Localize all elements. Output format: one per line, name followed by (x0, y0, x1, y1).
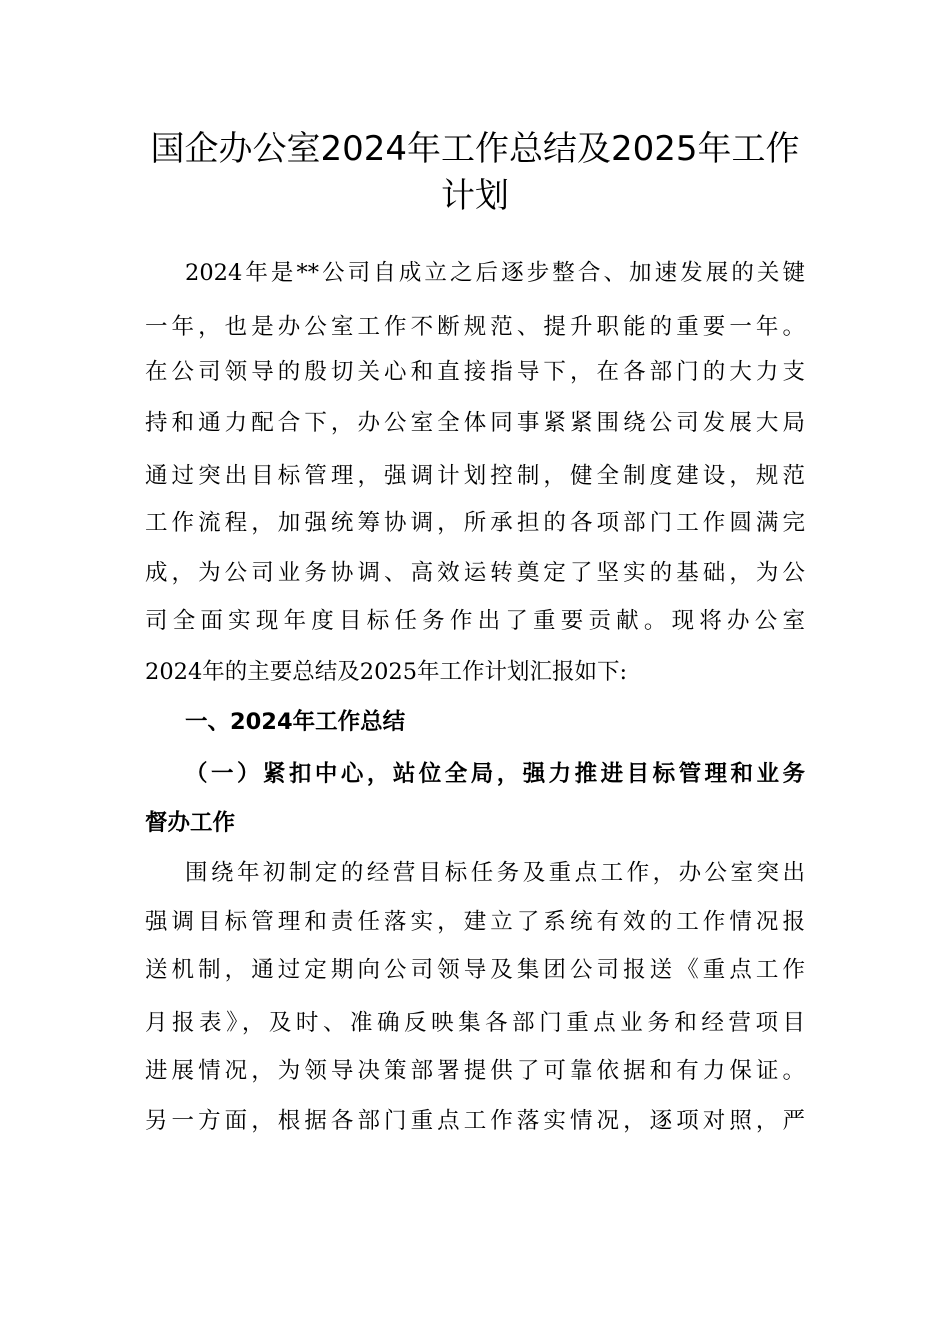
subsection-heading-line-1: （一）紧扣中心，站位全局，强力推进目标管理和业务 (185, 761, 805, 787)
intro-line-3: 在公司领导的殷切关心和直接指导下，在各部门的大力支 (145, 359, 805, 385)
body-line-5: 进展情况，为领导决策部署提供了可靠依据和有力保证。 (145, 1058, 805, 1084)
body-line-1: 围绕年初制定的经营目标任务及重点工作，办公室突出 (185, 860, 805, 886)
body-line-2: 强调目标管理和责任落实，建立了系统有效的工作情况报 (145, 909, 805, 935)
intro-line-8: 司全面实现年度目标任务作出了重要贡献。现将办公室 (145, 608, 805, 634)
title-line-2: 计划 (441, 176, 509, 216)
body-line-3: 送机制，通过定期向公司领导及集团公司报送《重点工作 (145, 957, 805, 983)
section-heading: 一、2024年工作总结 (185, 709, 406, 735)
intro-line-9: 2024年的主要总结及2025年工作计划汇报如下: (145, 659, 628, 685)
body-line-4: 月报表》，及时、准确反映集各部门重点业务和经营项目 (145, 1010, 805, 1036)
title-line-1: 国企办公室2024年工作总结及2025年工作 (150, 129, 800, 169)
intro-line-4: 持和通力配合下，办公室全体同事紧紧围绕公司发展大局 (145, 410, 805, 436)
intro-line-5: 通过突出目标管理，强调计划控制，健全制度建设，规范 (145, 463, 805, 489)
body-line-6: 另一方面，根据各部门重点工作落实情况，逐项对照，严 (145, 1108, 805, 1134)
intro-line-1: 2024年是**公司自成立之后逐步整合、加速发展的关键 (185, 260, 805, 286)
intro-line-6: 工作流程，加强统筹协调，所承担的各项部门工作圆满完 (145, 510, 805, 536)
subsection-heading-line-2: 督办工作 (145, 810, 236, 836)
document-title (100, 126, 850, 220)
intro-line-2: 一年，也是办公室工作不断规范、提升职能的重要一年。 (145, 314, 805, 340)
intro-line-7: 成，为公司业务协调、高效运转奠定了坚实的基础，为公 (145, 560, 805, 586)
